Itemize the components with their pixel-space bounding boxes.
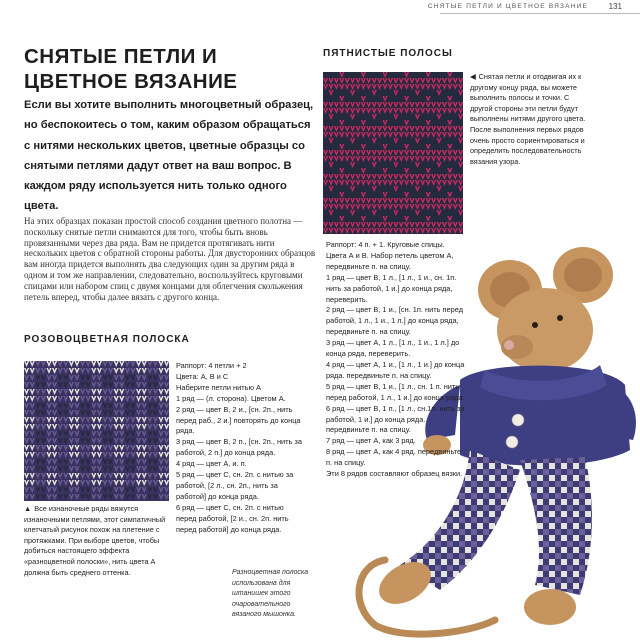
instruction-line: 1 ряд — цвет В, 1 л., [1 л., 1 и., сн. 1п. нить за работой, 1 и.] до конца ряда, переверить. xyxy=(326,272,457,304)
page-number: 131 xyxy=(608,2,622,11)
body-paragraph: На этих образцах показан простой способ создания цветного полотна — поскольку снятые петли снимаются для того, чтобы быть вновь провязанными через два ряда. Вам не придется протягивать нити нескольких цветов с обратной стороны работы. Для двусторонних образцов вам иногда придется выполнять два следующих один за другим ряда в одном и том же направлении, следовательно, воспользуйтесь круговыми спицами или набором спиц с двумя концами для облегчения скольжения петель вперед, чтобы далее вязать с другого конца. xyxy=(24,216,316,302)
section-heading-pink: РОЗОВОЦВЕТНАЯ ПОЛОСКА xyxy=(24,334,190,345)
triangle-left-icon: ◀ xyxy=(470,72,476,81)
instruction-line: 3 ряд — цвет А, 1 л., [1 л., 1 и., 1 л.] до конца ряда, переверить. xyxy=(326,338,460,359)
swatch-pink-stripe xyxy=(24,361,169,501)
instruction-line: 2 ряд — цвет В, 1 и., [сн. 1п. нить перед работой, 1 л., 1 и., 1 л.] до конца ряда, передвиньте п. на спицу. xyxy=(326,305,464,337)
instruction-line: Раппорт: 4 п. + 1. Круговые спицы. xyxy=(326,240,445,249)
instruction-line: Цвета: А, В и С xyxy=(176,371,229,381)
instruction-line: 1 ряд — (л. сторона). Цветом А. xyxy=(176,393,286,403)
instruction-line: 5 ряд — цвет В, 1 и., [1 л., сн. 1 п. нить перед работой, 1 л., 1 и.] до конца ряда. xyxy=(326,381,465,402)
check-swatch-image xyxy=(24,361,169,501)
pink-instructions xyxy=(176,361,304,536)
pink-caption-text: Все изнаночные ряды вяжутся изнаночными петлями, этот симпатичный клетчатый рисунок похож на плетение с протяжками. При выборе цветов, чтобы добиться настоящего эффекта «разноцветной полоски», нить цвета А должна быть среднего оттенка. xyxy=(24,504,166,577)
instruction-line: 2 ряд — цвет В, 2 и., [сн. 2п., нить перед раб., 2 и.] повторять до конца ряда. xyxy=(176,404,301,436)
page-title: СНЯТЫЕ ПЕТЛИ И ЦВЕТНОЕ ВЯЗАНИЕ xyxy=(24,45,238,93)
triangle-up-icon: ▲ xyxy=(24,504,32,513)
instruction-line: Наберите петли нитью А xyxy=(176,382,261,392)
instruction-line: Эти 8 рядов составляют образец вязки. xyxy=(326,469,463,479)
section-heading-spotted: ПЯТНИСТЫЕ ПОЛОСЫ xyxy=(323,48,453,59)
running-header: СНЯТЫЕ ПЕТЛИ И ЦВЕТНОЕ ВЯЗАНИЕ xyxy=(427,3,588,10)
instruction-line: 7 ряд — цвет А, как 3 ряд. xyxy=(326,436,416,446)
instruction-line: Цвета А и В. Набор петель цветом А, передвиньте п. на спицу. xyxy=(326,250,454,271)
header-rule xyxy=(440,13,640,14)
instruction-line: 6 ряд — цвет С, сн. 2п. с нитью перед работой, [2 и., сн. 2п. нить перед работой] до конца ряда. xyxy=(176,502,289,534)
instruction-line: Раппорт: 4 петли + 2 xyxy=(176,361,247,370)
instruction-line: 4 ряд — цвет А, 1 и., [1 л., 1 и.] до конца ряда. передвиньте п. на спицу. xyxy=(326,359,465,380)
instruction-line: 5 ряд — цвет С, сн. 2п. с нитью за работой, [2 л., сн. 2п., нить за работой] до конца ряда. xyxy=(176,470,294,501)
spotted-caption xyxy=(470,72,590,167)
instruction-line: 4 ряд — цвет А, и. п. xyxy=(176,459,247,469)
pink-caption xyxy=(24,504,170,578)
swatch-spotted-stripes xyxy=(323,72,463,234)
spotted-instructions xyxy=(326,240,466,480)
instruction-line: 3 ряд — цвет В, 2 п., [сн. 2п., нить за работой, 2 п.] до конца ряда. xyxy=(176,437,302,458)
spotted-caption-text: Снятая петли и отодвигая их к другому концу ряда, вы можете выполнить полосы и точки. С другой стороны эти петли будут выполнены нитями другого цвета. После выполнения первых рядов очень просто сориентироваться и определить последовательность вязания узора. xyxy=(470,72,586,166)
lead-paragraph: Если вы хотите выполнить многоцветный образец, но беспокоитесь о том, каким образом обращаться с нитями нескольких цветов, цветные образцы со снятыми петлями дадут ответ на ваш вопрос. В каждом ряду используется нить только одного цвета. xyxy=(24,99,314,213)
stripe-swatch-image xyxy=(323,72,463,234)
photo-caption: Разноцветная полоска использована для штанишек этого очаровательного вязаного мышонка. xyxy=(232,569,309,618)
instruction-line: 6 ряд — цвет В, 1 п., [1 л., сн.1п. нить за работой, 1 и.] до конца ряда. передвиньте п. на спицу. xyxy=(326,403,465,435)
instruction-line: 8 ряд — цвет А, как 4 ряд. передвиньте п. на спицу. xyxy=(326,447,462,468)
